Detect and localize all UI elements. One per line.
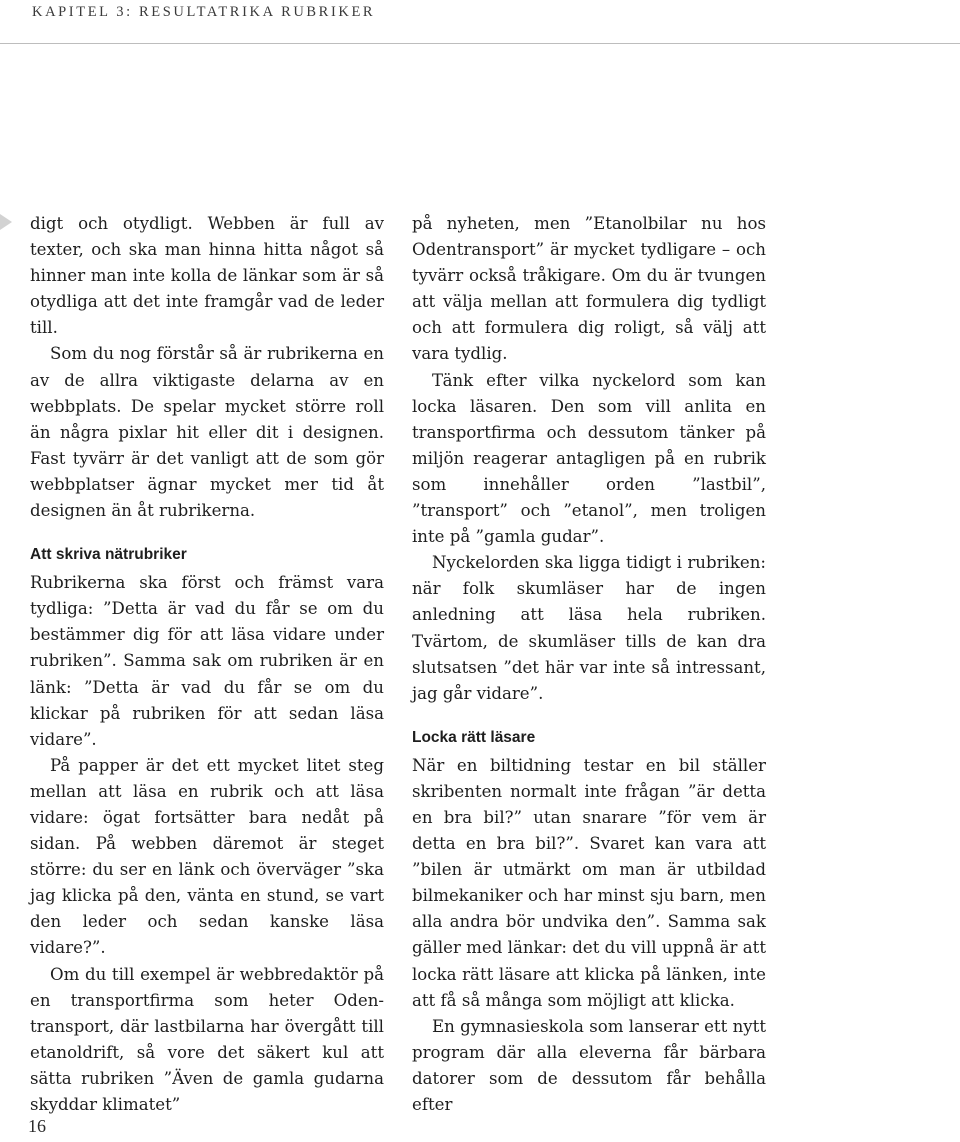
body-paragraph: på nyheten, men ”Etanolbilar nu hos Odentransport” är mycket tydligare – och tyvärr också tråkigare. Om du är tvungen att välja mellan att formulera dig tydligt och att formulera dig roligt, så välj att vara tydlig.	[412, 214, 766, 364]
body-paragraph: digt och otydligt. Webben är full av texter, och ska man hinna hitta något så hinner man inte kolla de länkar som är så otydliga att det inte framgår vad de leder till.	[30, 214, 384, 338]
continuation-marker-icon	[0, 214, 12, 230]
right-column	[412, 211, 766, 1118]
body-paragraph: Som du nog förstår så är rubrikerna en av de allra viktigaste delarna av en webbplats. De spelar mycket större roll än några pixlar hit eller dit i designen. Fast tyvärr är det vanligt att de som gör webbplatser ägnar mycket mer tid åt designen än åt rubrikerna.	[30, 344, 384, 521]
section-heading: Locka rätt läsare	[412, 728, 536, 746]
section-heading: Att skriva nätrubriker	[30, 546, 187, 564]
body-paragraph: När en biltidning testar en bil ställer skribenten normalt inte frågan ”är detta en bra bil?” utan snarare ”för vem är detta en bra bil?”. Svaret kan vara att ”bilen är utmärkt om man är utbildad bilmekaniker och har minst sju barn, men alla andra bör undvika den”. Samma sak gäller med länkar: det du vill uppnå är att locka rätt läsare att klicka på länken, inte att få så många som möjligt att klicka.	[412, 755, 766, 1010]
left-column	[30, 211, 384, 1118]
body-paragraph: Rubrikerna ska först och främst vara tydliga: ”Detta är vad du får se om du bestämmer dig för att läsa vidare under rubriken”. Samma sak om rubriken är en länk: ”Detta är vad du får se om du klickar på rubriken för att sedan läsa vidare”.	[30, 573, 384, 749]
body-paragraph: Om du till exempel är webbredaktör på en transportfirma som heter Oden-transport, där lastbilarna har övergått till etanoldrift, så vore det säkert kul att sätta rubriken ”Även de gamla gudarna skyddar klimatet”	[30, 964, 384, 1114]
running-head: KAPITEL 3: RESULTATRIKA RUBRIKER	[32, 4, 376, 20]
body-paragraph: På papper är det ett mycket litet steg mellan att läsa en rubrik och att läsa vidare: ögat fortsätter bara nedåt på sidan. På webben däremot är steget större: du ser en länk och överväger ”ska jag klicka på den, vänta en stund, se vart den leder och sedan kanske läsa vidare?”.	[30, 755, 384, 958]
header-rule	[0, 43, 960, 44]
page-number: 16	[28, 1116, 46, 1136]
body-paragraph: Nyckelorden ska ligga tidigt i rubriken: när folk skumläser har de ingen anledning att läsa hela rubriken. Tvärtom, de skumläser tills de kan dra slutsatsen ”det här var inte så intressant, jag går vidare”.	[412, 553, 766, 703]
body-paragraph: En gymnasieskola som lanserar ett nytt program där alla eleverna får bärbara datorer som de dessutom får behålla efter	[412, 1016, 766, 1114]
body-paragraph: Tänk efter vilka nyckelord som kan locka läsaren. Den som vill anlita en transportfirma och dessutom tänker på miljön reagerar antagligen på en rubrik som innehåller orden ”lastbil”, ”transport” och ”etanol”, men troligen inte på ”gamla gudar”.	[412, 370, 766, 547]
